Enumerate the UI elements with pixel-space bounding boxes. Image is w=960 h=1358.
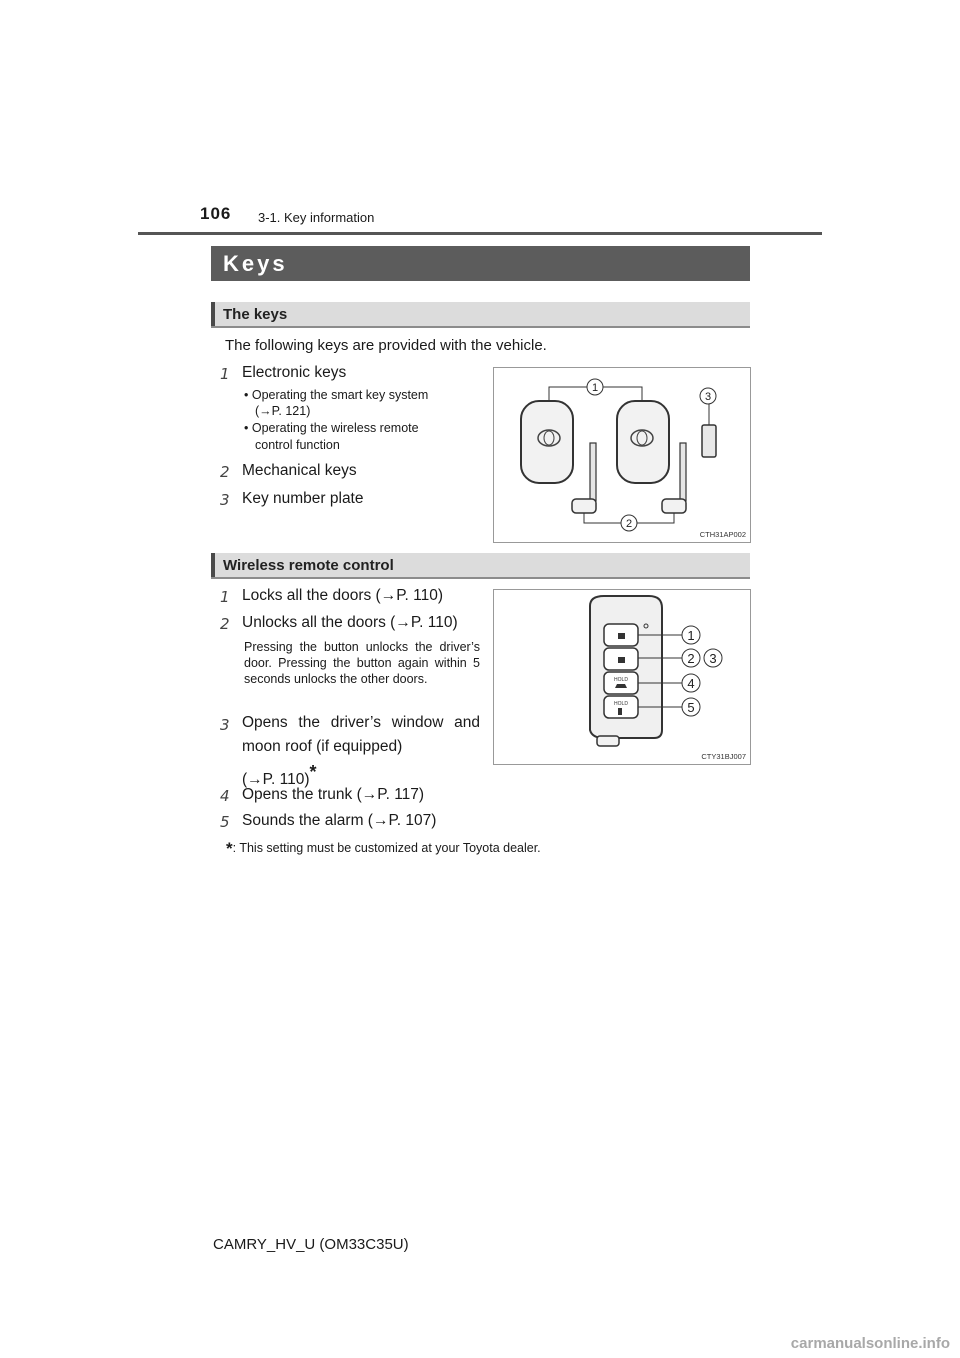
- asterisk-mark: *: [309, 762, 317, 782]
- keys-figure: [493, 367, 751, 543]
- remote-illustration: [494, 590, 750, 764]
- item-number: 3: [220, 716, 230, 734]
- hold-label: HOLD: [614, 677, 628, 683]
- figure-code: CTH31AP002: [699, 530, 746, 539]
- page-title: Keys: [223, 251, 288, 276]
- footnote-mark: *: [226, 839, 233, 858]
- document-id: CAMRY_HV_U (OM33C35U): [213, 1236, 409, 1253]
- item-open-trunk: Opens the trunk (→P. 117): [242, 786, 425, 803]
- item-open-window: Opens the driver’s window and: [242, 714, 480, 731]
- item-number: 3: [220, 491, 230, 509]
- callout-4: 4: [687, 676, 695, 691]
- item-mechanical-keys: Mechanical keys: [242, 462, 357, 479]
- item-sound-alarm: Sounds the alarm (→P. 107): [242, 812, 437, 829]
- item-key-number-plate: Key number plate: [242, 490, 364, 507]
- item-number: 1: [220, 588, 230, 606]
- page-number: 106: [200, 204, 232, 223]
- callout-3: 3: [704, 391, 712, 403]
- callout-2: 2: [625, 518, 633, 530]
- subitem-text: (→P. 121): [255, 404, 311, 418]
- callout-5: 5: [687, 700, 695, 715]
- remote-section-title: Wireless remote control: [223, 557, 394, 574]
- item-number: 1: [220, 365, 230, 383]
- callout-1: 1: [591, 382, 599, 394]
- watermark[interactable]: carmanualsonline.info: [790, 1335, 950, 1352]
- hold-label: HOLD: [614, 701, 628, 707]
- remote-section-heading: [211, 553, 750, 579]
- callout-2: 2: [687, 651, 695, 666]
- keys-section-heading: [211, 302, 750, 328]
- item-number: 4: [220, 787, 230, 805]
- item-open-window-page-ref: (→P. 110): [242, 771, 310, 788]
- item-number: 2: [220, 615, 230, 633]
- footnote-text: : This setting must be customized at your Toyota dealer.: [232, 841, 541, 855]
- item-open-window-ref: [242, 762, 317, 789]
- remote-figure: [493, 589, 751, 765]
- item-number: 2: [220, 463, 230, 481]
- section-breadcrumb: 3-1. Key information: [258, 210, 375, 225]
- figure-code: CTY31BJ007: [701, 752, 746, 761]
- keys-intro-text: The following keys are provided with the vehicle.: [225, 337, 547, 354]
- subitem-text: • Operating the smart key system: [244, 388, 429, 402]
- subitem-text: • Operating the wireless remote: [244, 421, 419, 435]
- subitem-text: control function: [255, 438, 340, 452]
- item-electronic-keys: Electronic keys: [242, 364, 347, 381]
- item-lock-doors: Locks all the doors (→P. 110): [242, 587, 444, 604]
- item-number: 5: [220, 813, 230, 831]
- page-title-band: [211, 246, 750, 281]
- callout-1: 1: [687, 628, 695, 643]
- item-open-window-cont: moon roof (if equipped): [242, 738, 403, 755]
- header-divider: [138, 232, 822, 235]
- callout-3: 3: [709, 651, 717, 666]
- item-unlock-doors: Unlocks all the doors (→P. 110): [242, 614, 458, 631]
- unlock-note: Pressing the button unlocks the driver’s door. Pressing the button again within 5 seconds unlocks the other doors.: [244, 640, 480, 686]
- keys-illustration: [494, 368, 750, 542]
- keys-section-title: The keys: [223, 306, 288, 323]
- footnote: [226, 839, 541, 859]
